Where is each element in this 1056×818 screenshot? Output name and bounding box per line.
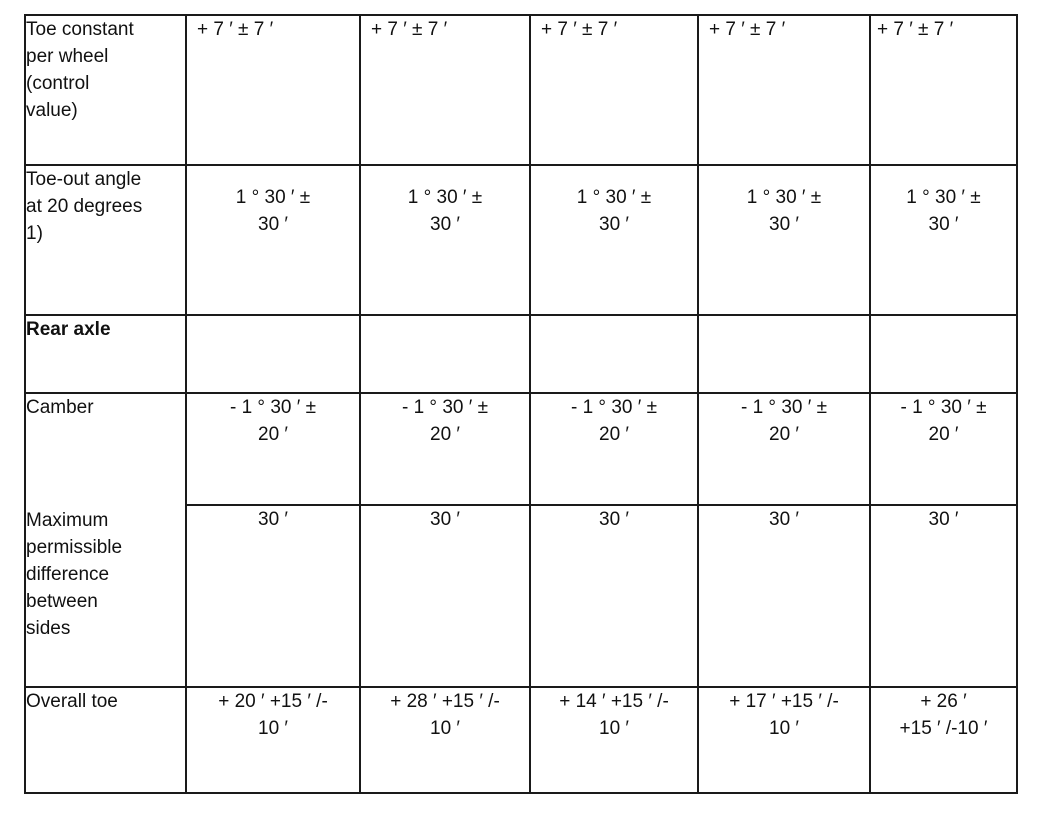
- table-row-overall-toe: [25, 687, 1017, 793]
- cell-value: + 17 ′ +15 ′ /-: [729, 691, 839, 712]
- row-label-toe-out-angle: [25, 165, 186, 315]
- max-diff-cell: [530, 505, 698, 687]
- cell-value: 30 ′: [258, 214, 288, 235]
- label-line: at 20 degrees: [26, 196, 143, 217]
- cell-value: - 1 ° 30 ′ ±: [401, 397, 488, 418]
- toe-out-cell: [186, 165, 360, 315]
- label-line: per wheel: [26, 46, 109, 67]
- label-line: Camber: [26, 397, 94, 418]
- cell-value: - 1 ° 30 ′ ±: [229, 397, 316, 418]
- label-line: Maximum: [26, 510, 109, 531]
- cell-value: + 26 ′: [920, 691, 967, 712]
- empty-cell: [186, 315, 360, 393]
- toe-out-cell: [698, 165, 870, 315]
- label-line: Overall toe: [26, 691, 118, 712]
- max-diff-cell: [870, 505, 1017, 687]
- overall-toe-cell: [360, 687, 530, 793]
- cell-value: 20 ′: [928, 424, 959, 445]
- label-line: value): [26, 100, 78, 121]
- cell-value: + 14 ′ +15 ′ /-: [559, 691, 669, 712]
- section-heading: Rear axle: [26, 319, 111, 340]
- table-row-camber: [25, 393, 1017, 505]
- cell-value: 20 ′: [599, 424, 629, 445]
- cell-value: - 1 ° 30 ′ ±: [570, 397, 657, 418]
- row-label-rear-axle: [25, 315, 186, 393]
- empty-cell: [698, 315, 870, 393]
- max-diff-cell: [186, 505, 360, 687]
- toe-out-cell: [870, 165, 1017, 315]
- cell-value: 20 ′: [258, 424, 288, 445]
- cell-value: + 7 ′ ± 7 ′: [371, 19, 448, 40]
- table-row-toe-constant: [25, 15, 1017, 165]
- cell-value: 20 ′: [769, 424, 799, 445]
- label-line: sides: [26, 618, 71, 639]
- camber-cell: [698, 393, 870, 505]
- empty-cell: [870, 315, 1017, 393]
- cell-value: 20 ′: [430, 424, 460, 445]
- toe-out-cell: [360, 165, 530, 315]
- cell-value: + 28 ′ +15 ′ /-: [390, 691, 500, 712]
- overall-toe-cell: [870, 687, 1017, 793]
- table-row-toe-out-angle: [25, 165, 1017, 315]
- table-row-rear-axle: [25, 315, 1017, 393]
- cell-value: 1 ° 30 ′ ±: [746, 187, 822, 208]
- row-label-camber-and-max-diff: [25, 393, 186, 687]
- cell-value: 10 ′: [599, 718, 629, 739]
- cell-value: 30 ′: [928, 509, 959, 530]
- cell-value: 30 ′: [599, 214, 629, 235]
- overall-toe-cell: [698, 687, 870, 793]
- overall-toe-cell: [530, 687, 698, 793]
- toe-constant-cell: [870, 15, 1017, 165]
- cell-value: - 1 ° 30 ′ ±: [740, 397, 827, 418]
- camber-cell: [360, 393, 530, 505]
- cell-value: + 7 ′ ± 7 ′: [197, 19, 274, 40]
- label-line: Toe constant: [26, 19, 134, 40]
- alignment-spec-table: [24, 14, 1018, 794]
- toe-constant-cell: [698, 15, 870, 165]
- cell-value: 10 ′: [430, 718, 460, 739]
- camber-cell: [870, 393, 1017, 505]
- max-diff-cell: [698, 505, 870, 687]
- cell-value: 30 ′: [599, 509, 629, 530]
- cell-value: 10 ′: [769, 718, 799, 739]
- cell-value: + 7 ′ ± 7 ′: [709, 19, 786, 40]
- cell-value: 1 ° 30 ′ ±: [906, 187, 981, 208]
- cell-value: 1 ° 30 ′ ±: [407, 187, 483, 208]
- cell-value: 30 ′: [258, 509, 288, 530]
- cell-value: 1 ° 30 ′ ±: [235, 187, 311, 208]
- cell-value: +15 ′ /-10 ′: [899, 718, 988, 739]
- cell-value: - 1 ° 30 ′ ±: [900, 397, 987, 418]
- label-line: permissible: [26, 537, 123, 558]
- label-line: (control: [26, 73, 90, 94]
- camber-cell: [186, 393, 360, 505]
- cell-value: 30 ′: [430, 509, 460, 530]
- camber-cell: [530, 393, 698, 505]
- cell-value: 30 ′: [928, 214, 959, 235]
- toe-constant-cell: [360, 15, 530, 165]
- label-line: between: [26, 591, 98, 612]
- toe-out-cell: [530, 165, 698, 315]
- cell-value: 30 ′: [769, 509, 799, 530]
- toe-constant-cell: [186, 15, 360, 165]
- cell-value: 30 ′: [769, 214, 799, 235]
- cell-value: 1 ° 30 ′ ±: [576, 187, 652, 208]
- cell-value: 30 ′: [430, 214, 460, 235]
- cell-value: + 7 ′ ± 7 ′: [877, 19, 954, 40]
- cell-value: + 20 ′ +15 ′ /-: [218, 691, 328, 712]
- empty-cell: [360, 315, 530, 393]
- max-diff-cell: [360, 505, 530, 687]
- cell-value: 10 ′: [258, 718, 288, 739]
- row-label-overall-toe: [25, 687, 186, 793]
- overall-toe-cell: [186, 687, 360, 793]
- label-line: Toe-out angle: [26, 169, 142, 190]
- empty-cell: [530, 315, 698, 393]
- label-line: 1): [26, 223, 43, 244]
- toe-constant-cell: [530, 15, 698, 165]
- label-line: difference: [26, 564, 110, 585]
- cell-value: + 7 ′ ± 7 ′: [541, 19, 618, 40]
- row-label-toe-constant: [25, 15, 186, 165]
